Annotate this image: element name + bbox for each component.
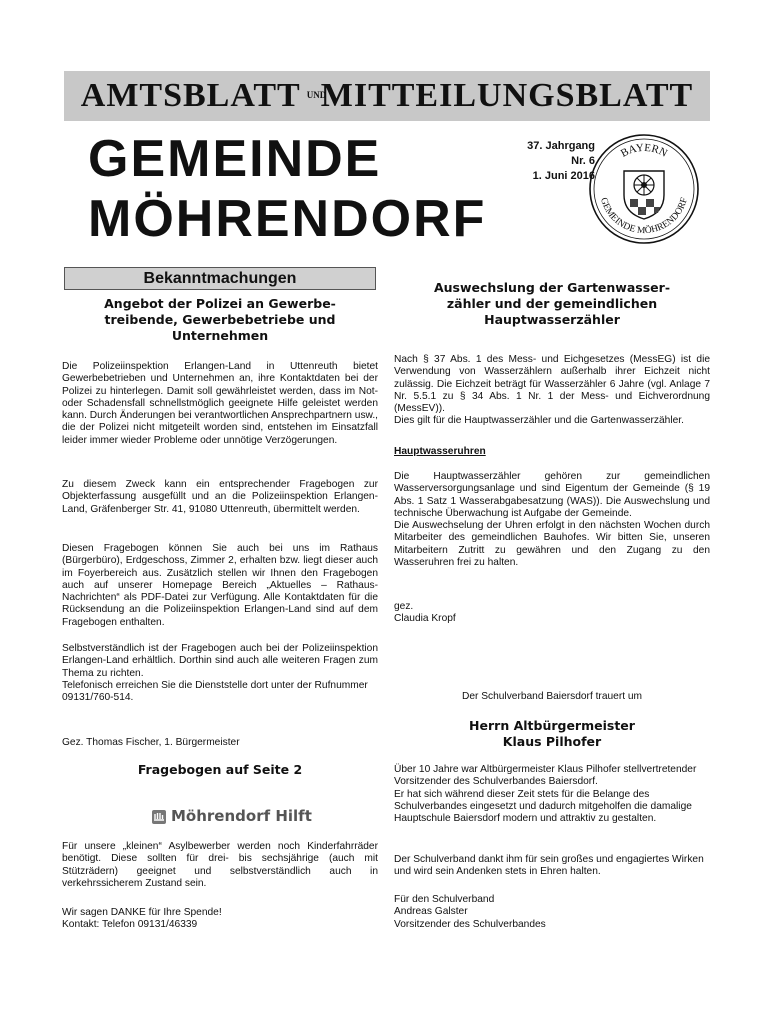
police-paragraph-1: Die Polizeiinspektion Erlangen-Land in Uttenreuth bietet Gewerbebetrieben und Unternehmen an, ihre Kontaktdaten bei der Polizei zu hinterlegen. Damit soll gewährleistet werden, dass im Not- oder Schadensfall schnellstmöglich geeignete Hilfe geleistet werden kann. Durch Änderungen bei verantwortlichen Ansprechpartnern usw., die der Polizei nicht mitgeteilt worden sind, entstehen im Einsatzfall leider immer wieder Probleme oder unnötige Verzögerungen. (62, 361, 379, 446)
police-article-body-2 (62, 479, 378, 516)
obituary-body-2 (394, 854, 710, 879)
water-paragraph-1: Nach § 37 Abs. 1 des Mess- und Eichgesetzes (MessEG) ist die Verwendung von Wasserzählern außerhalb ihrer Eichzeit nicht zulässig. Die Eichzeit beträgt für Wasserzähler 6 Jahre (vgl. Anlage 7 Nr. 5.5.1 zu § 34 Abs. 1 Nr. 1 der Mess- und Eichverordnung (MessEV)). (394, 354, 710, 415)
water-meter-body (394, 354, 710, 428)
hilft-thanks: Wir sagen DANKE für Ihre Spende! (62, 907, 222, 918)
police-article-body-3 (62, 543, 378, 629)
water-name: Claudia Kropf (394, 613, 456, 625)
hilft-contact: Kontakt: Telefon 09131/46339 (62, 919, 198, 931)
obituary-intro: Der Schulverband Baiersdorf trauert um (461, 691, 643, 702)
police-paragraph-3: Diesen Fragebogen können Sie auch bei uns im Rathaus (Bürgerbüro), Erdgeschoss, Zimmer 2, erhalten bzw. liegt dieser auch im Foyerbereich aus. Zusätzlich stellen wir Ihnen den Fragebogen auch auf unserer Homepage Bereich „Aktuelles – Rathaus-Nachrichten“ als PDF-Datei zur Verfügung. Alle Kontaktdaten für die Rücksendung an die Polizeiinspektion Erlangen-Land sind auf dem Fragebogen enthalten. (62, 543, 378, 628)
police-article-body-4 (62, 643, 378, 704)
issue-date: 1. Juni 2016 (532, 170, 595, 182)
water-paragraph-2b: Die Auswechselung der Uhren erfolgt in den nächsten Wochen durch Mitarbeiter des gemeindlichen Bauhofes. Wir bitten Sie, unseren Mitarbeitern Zutritt zu gewähren und den Zugang zu den Wasseruhren frei zu halten. (394, 520, 710, 569)
police-headline: Angebot der Polizei an Gewerbe- treibende, Gewerbebetriebe und Unternehmen (104, 296, 336, 343)
water-paragraph-1b: Dies gilt für die Hauptwasserzähler und die Gartenwasserzähler. (394, 415, 684, 427)
hilft-paragraph-1: Für unsere „kleinen“ Asylbewerber werden noch Kinderfahrräder benötigt. Diese sollten für drei- bis sechsjährige (auch mit Stützrädern) geeignet und selbstverständlich auch in verkehrssicherem Zustand sein. (62, 841, 378, 889)
masthead-gemeinde: GEMEINDE (88, 130, 382, 188)
moehrendorf-hilft-logo (150, 805, 312, 827)
issue-number: Nr. 6 (571, 155, 595, 167)
seal-bottom-text: GEMEINDE MÖHRENDORF (598, 196, 690, 237)
water-paragraph-2: Die Hauptwasserzähler gehören zur gemeindlichen Wasserversorgungsanlage und sind Eigentum der Gemeinde (§ 19 Abs. 1 Satz 1 Wasserabgabesatzung (WAS)). Die Auswechslung und technische Überwachung ist Aufgabe der Gemeinde. (394, 471, 710, 519)
masthead-und: UND (306, 89, 327, 100)
hilft-body (62, 841, 378, 890)
obituary-sig-3: Vorsitzender des Schulverbandes (394, 918, 546, 930)
police-paragraph-2: Zu diesem Zweck kann ein entsprechender Fragebogen zur Objekterfassung ausgefüllt und an die Polizeiinspektion Erlangen-Land, Gräfenberger Str. 41, 91080 Uttenreuth, übermittelt werden. (62, 479, 378, 515)
obituary-signature (394, 894, 710, 931)
masthead-title (64, 77, 710, 115)
police-paragraph-4: Selbstverständlich ist der Fragebogen auch bei der Polizeiinspektion Erlangen-Land erhältlich. Dorthin sind auch alle weiteren Fragen zum Thema zu richten. (62, 643, 378, 679)
police-paragraph-4b: Telefonisch erreichen Sie die Dienststelle dort unter der Rufnummer (62, 679, 368, 691)
issue-jahrgang: 37. Jahrgang (527, 140, 595, 152)
masthead-mitteilungsblatt: MITTEILUNGSBLATT (320, 77, 694, 114)
obituary-sig-2: Andreas Galster (394, 906, 468, 918)
seal-top-text: BAYERN (618, 141, 670, 160)
water-gez: gez. (394, 601, 414, 612)
masthead-amtsblatt: AMTSBLATT (80, 77, 301, 114)
water-subheading: Hauptwasseruhren (394, 446, 486, 457)
helping-hand-icon (150, 808, 168, 826)
masthead-banner (64, 71, 710, 121)
water-meter-body-2 (394, 471, 710, 569)
obituary-paragraph-1: Über 10 Jahre war Altbürgermeister Klaus Pilhofer stellvertretender Vorsitzender des Schulverbandes Baiersdorf. (394, 764, 697, 788)
obituary-sig-1: Für den Schulverband (394, 894, 495, 905)
water-signature (394, 601, 710, 626)
hilft-body-2 (62, 907, 378, 932)
police-phone: 09131/760-514. (62, 692, 134, 704)
obituary-paragraph-2: Der Schulverband dankt ihm für sein großes und engagiertes Wirken und wird sein Andenken stets in Ehren halten. (394, 854, 704, 878)
obituary-paragraph-1b: Er hat sich während dieser Zeit stets für die Belange des Schulverbandes eingesetzt und dadurch mitgeholfen die damalige Hauptschule Baiersdorf modern und attraktiv zu gestalten. (394, 788, 692, 825)
hilft-label: Möhrendorf Hilft (171, 807, 312, 825)
police-signature: Gez. Thomas Fischer, 1. Bürgermeister (62, 737, 240, 748)
obituary-headline: Herrn Altbürgermeister Klaus Pilhofer (469, 718, 635, 749)
masthead-ort: MÖHRENDORF (88, 190, 487, 248)
police-article-body (62, 361, 378, 447)
obituary-body (394, 764, 710, 825)
section-bekanntmachungen: Bekanntmachungen (64, 267, 376, 290)
issue-info (485, 139, 595, 184)
water-meter-headline: Auswechslung der Gartenwasser- zähler und der gemeindlichen Hauptwasserzähler (433, 280, 671, 327)
fragebogen-headline: Fragebogen auf Seite 2 (137, 762, 303, 777)
municipal-seal-icon (588, 133, 700, 245)
